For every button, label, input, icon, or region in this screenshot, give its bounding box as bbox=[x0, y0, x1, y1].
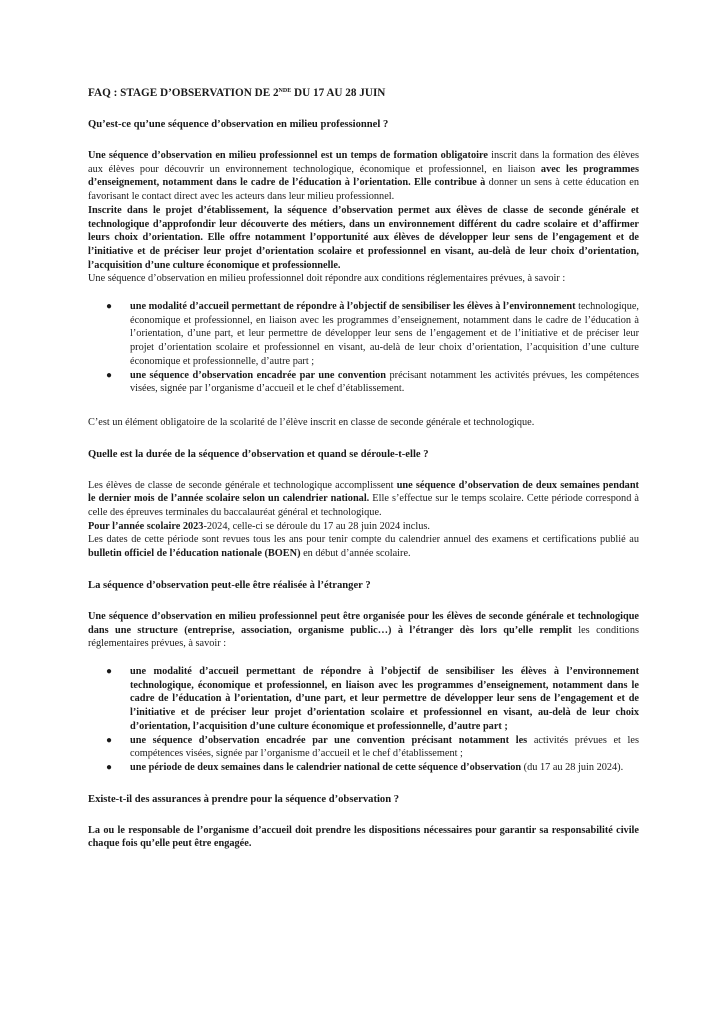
text-span: Inscrite dans le projet d’établissement, la séquence d’observation permet aux élèves de classe de seconde générale et technologique d’approfondir leur découverte des métiers, dans un environnement différent du cadre scolaire et d’affirmer leurs choix d’orientation. Elle offre notamment l’opportunité aux élèves de développer leur sens de l’engagement et de l’initiative et de préciser leur projet d’orientation scolaire et professionnel en visant, au-delà de leur choix d’orientation, l’acquisition d’une culture économique et professionnelle. bbox=[88, 204, 639, 271]
bold-span: une séquence d’observation de deux semaines pendant le dernier mois de l’année scolaire selon un calendrier national. bbox=[88, 479, 639, 505]
text-span: les conditions réglementaires prévues, à savoir : bbox=[88, 624, 639, 650]
list-item bbox=[88, 300, 639, 369]
title-superscript: NDE bbox=[278, 88, 292, 94]
paragraph-insurance: La ou le responsable de l’organisme d’accueil doit prendre les dispositions nécessaires pour garantir sa responsabilité civile chaque fois qu’elle peut être engagée. bbox=[88, 824, 639, 850]
list-item bbox=[88, 734, 639, 761]
page-title bbox=[88, 84, 639, 100]
paragraph-abroad bbox=[88, 610, 639, 651]
text-span: Les dates de cette période sont revues tous les ans pour tenir compte du calendrier annuel des examens et certifications publié au bbox=[88, 534, 639, 546]
bold-span: une séquence d’observation encadrée par une convention précisant notamment les bbox=[130, 734, 528, 746]
paragraph-school-year bbox=[88, 520, 639, 534]
question-heading-2: Quelle est la durée de la séquence d’observation et quand se déroule-t-elle ? bbox=[88, 448, 429, 460]
bold-span: Une séquence d’observation en milieu professionnel est un temps de formation obligatoire bbox=[88, 150, 488, 161]
question-heading-1: Qu’est-ce qu’une séquence d’observation en milieu professionnel ? bbox=[88, 119, 389, 130]
bullet-icon: ● bbox=[106, 369, 113, 381]
text-span: (du 17 au 28 juin 2024). bbox=[521, 761, 624, 773]
paragraph-duration bbox=[88, 479, 639, 520]
bullet-icon: ● bbox=[106, 665, 113, 677]
conditions-list-1 bbox=[88, 300, 639, 396]
text-span: donner un sens à cette éducation en favorisant le contact direct avec les acteurs dans leur milieu professionnel. bbox=[88, 177, 639, 203]
bold-span: une séquence d’observation encadrée par une convention bbox=[130, 369, 386, 381]
text-span: -2024, celle-ci se déroule du 17 au 28 juin 2024 inclus. bbox=[203, 520, 430, 532]
bold-span: Pour l’année scolaire 2023 bbox=[88, 520, 204, 532]
text-span: précisant notamment les activités prévues, les compétences visées, signée par l’organisme d’accueil et le chef d’établissement. bbox=[130, 369, 639, 395]
bold-span: une période de deux semaines dans le calendrier national de cette séquence d’observation bbox=[130, 761, 522, 773]
bold-span: une modalité d’accueil permettant de répondre à l’objectif de sensibiliser les élèves à l’environnement bbox=[130, 301, 576, 313]
document-page bbox=[88, 84, 639, 851]
bold-span: Une séquence d’observation en milieu professionnel peut être organisée pour les élèves de seconde générale et technologique dans une structure (entreprise, association, organisme public…) à l’étranger dès lors qu’elle remplit bbox=[88, 610, 639, 636]
question-heading-4: Existe-t-il des assurances à prendre pour la séquence d’observation ? bbox=[88, 793, 400, 805]
list-item bbox=[88, 665, 639, 734]
paragraph-conditions-intro: Une séquence d’observation en milieu professionnel doit répondre aux conditions réglementaires prévues, à savoir : bbox=[88, 273, 566, 285]
text-span: activités prévues et les compétences visées, signée par l’organisme d’accueil et le chef d’établissement ; bbox=[130, 734, 639, 760]
list-item bbox=[88, 761, 639, 775]
bold-span: bulletin officiel de l’éducation nationale (BOEN) bbox=[88, 548, 301, 560]
paragraph-definition bbox=[88, 149, 639, 204]
list-item bbox=[88, 369, 639, 396]
text-span: Les élèves de classe de seconde générale et technologique accomplissent bbox=[88, 479, 397, 491]
paragraph-mandatory: C’est un élément obligatoire de la scolarité de l’élève inscrit en classe de seconde générale et technologique. bbox=[88, 416, 535, 428]
bullet-icon: ● bbox=[106, 734, 113, 746]
text-span: en début d’année scolaire. bbox=[300, 548, 411, 560]
bullet-icon: ● bbox=[106, 761, 113, 773]
title-dates: DU 17 AU 28 JUIN bbox=[291, 87, 386, 99]
title-text: FAQ : STAGE D’OBSERVATION DE 2 bbox=[88, 87, 279, 99]
bullet-icon: ● bbox=[106, 301, 113, 313]
bold-span: avec les programmes d’enseignement, notamment dans le cadre de l’éducation à l’orientation. Elle contribue à bbox=[88, 163, 639, 189]
text-span: Elle s’effectue sur le temps scolaire. Cette période correspond à celle des épreuves terminales du baccalauréat général et technologique. bbox=[88, 493, 639, 519]
paragraph-project bbox=[88, 204, 639, 273]
conditions-list-2 bbox=[88, 665, 639, 775]
text-span: inscrit dans la formation des élèves aux élèves pour découvrir un environnement technologique, économique et professionnel, en liaison bbox=[88, 150, 640, 175]
paragraph-dates-review bbox=[88, 533, 639, 560]
bold-span: une modalité d’accueil permettant de répondre à l’objectif de sensibiliser les élèves à l’environnement technologique, économique et professionnel, en liaison avec les programmes d’enseignement, notamment dans le cadre de l’éducation à l’orientation, d’une part, et leur permettre de développer leur sens de l’engagement et de l’initiative et de préciser leur projet d’orientation scolaire et professionnel en visant, au-delà de leur choix d’orientation, l’acquisition d’une culture économique et professionnelle, d’autre part ; bbox=[130, 665, 639, 732]
text-span: technologique, économique et professionnel, en liaison avec les programmes d’enseignement, notamment dans le cadre de l’éducation à l’orientation, d’une part, et leur permettre de développer leur sens de l’engagement et de l’initiative et de préciser leur projet d’orientation scolaire et professionnel en visant, au-delà de leur choix d’orientation, l’acquisition d’une culture économique et professionnelle, d’autre part ; bbox=[130, 301, 639, 367]
question-heading-3: La séquence d’observation peut-elle être réalisée à l’étranger ? bbox=[88, 579, 371, 591]
